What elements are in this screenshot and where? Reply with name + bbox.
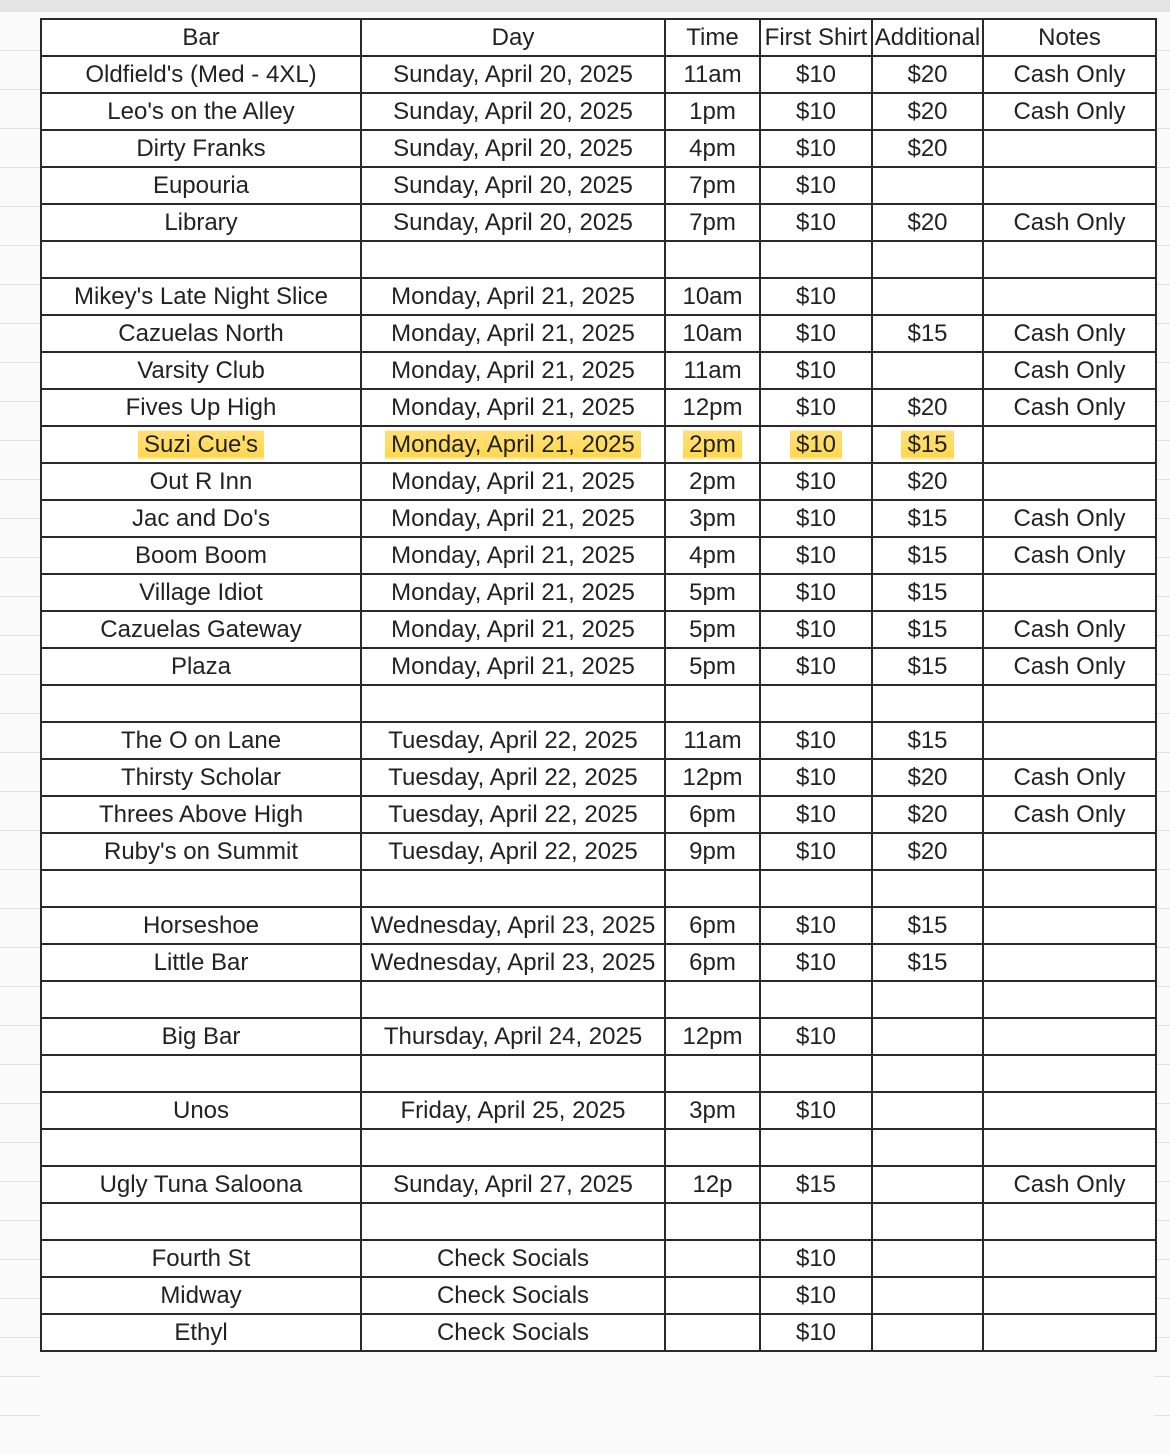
cell-first-shirt[interactable]	[760, 1129, 872, 1166]
header-additional: Additional	[872, 19, 983, 56]
table-row	[41, 833, 1156, 870]
cell-day[interactable]	[361, 1055, 665, 1092]
table-row	[41, 759, 1156, 796]
cell-day[interactable]: Monday, April 21, 2025	[361, 574, 665, 611]
cell-notes[interactable]: Cash Only	[983, 648, 1156, 685]
cell-additional[interactable]: $20	[872, 759, 983, 796]
cell-time[interactable]: 11am	[665, 722, 760, 759]
cell-day[interactable]: Sunday, April 20, 2025	[361, 167, 665, 204]
cell-bar[interactable]	[41, 870, 361, 907]
cell-notes[interactable]: Cash Only	[983, 1166, 1156, 1203]
cell-bar[interactable]: Jac and Do's	[41, 500, 361, 537]
cell-additional[interactable]: $20	[872, 56, 983, 93]
cell-notes[interactable]: Cash Only	[983, 352, 1156, 389]
cell-first-shirt[interactable]	[760, 1203, 872, 1240]
cell-notes[interactable]	[983, 1018, 1156, 1055]
cell-day[interactable]: Monday, April 21, 2025	[361, 537, 665, 574]
cell-day[interactable]	[361, 981, 665, 1018]
cell-time[interactable]	[665, 1240, 760, 1277]
cell-time[interactable]	[665, 870, 760, 907]
cell-notes[interactable]	[983, 463, 1156, 500]
table-row	[41, 1092, 1156, 1129]
cell-day[interactable]: Monday, April 21, 2025	[361, 278, 665, 315]
cell-day[interactable]	[361, 870, 665, 907]
cell-time[interactable]: 1pm	[665, 93, 760, 130]
cell-time[interactable]: 5pm	[665, 648, 760, 685]
cell-bar[interactable]: Library	[41, 204, 361, 241]
header-day: Day	[361, 19, 665, 56]
table-body	[41, 56, 1156, 1351]
cell-additional[interactable]	[872, 1203, 983, 1240]
cell-additional[interactable]: $15	[872, 500, 983, 537]
cell-notes[interactable]	[983, 574, 1156, 611]
cell-additional[interactable]	[872, 352, 983, 389]
cell-bar[interactable]: Oldfield's (Med - 4XL)	[41, 56, 361, 93]
cell-additional[interactable]: $20	[872, 833, 983, 870]
cell-day[interactable]: Sunday, April 20, 2025	[361, 130, 665, 167]
cell-additional[interactable]	[872, 1277, 983, 1314]
cell-time[interactable]: 3pm	[665, 500, 760, 537]
cell-first-shirt[interactable]: $10	[760, 722, 872, 759]
cell-bar[interactable]: Little Bar	[41, 944, 361, 981]
cell-bar[interactable]: The O on Lane	[41, 722, 361, 759]
cell-bar[interactable]: Ugly Tuna Saloona	[41, 1166, 361, 1203]
cell-additional[interactable]	[872, 1314, 983, 1351]
header-notes: Notes	[983, 19, 1156, 56]
cell-notes[interactable]	[983, 278, 1156, 315]
cell-notes[interactable]	[983, 426, 1156, 463]
cell-bar[interactable]: Midway	[41, 1277, 361, 1314]
cell-day[interactable]: Monday, April 21, 2025	[361, 463, 665, 500]
blank-row	[41, 241, 1156, 278]
table-row	[41, 315, 1156, 352]
cell-first-shirt[interactable]: $10	[760, 389, 872, 426]
cell-first-shirt[interactable]	[760, 241, 872, 278]
cell-additional[interactable]	[872, 981, 983, 1018]
cell-bar[interactable]	[41, 426, 361, 463]
cell-time[interactable]	[665, 685, 760, 722]
cell-day[interactable]	[361, 1129, 665, 1166]
table-row	[41, 944, 1156, 981]
cell-additional[interactable]	[872, 167, 983, 204]
cell-additional[interactable]: $15	[872, 315, 983, 352]
cell-first-shirt[interactable]: $10	[760, 1314, 872, 1351]
cell-first-shirt[interactable]	[760, 1055, 872, 1092]
cell-notes[interactable]	[983, 1240, 1156, 1277]
cell-time[interactable]: 9pm	[665, 833, 760, 870]
cell-additional[interactable]	[872, 1055, 983, 1092]
highlighted-text: Monday, April 21, 2025	[385, 427, 641, 462]
cell-bar[interactable]	[41, 1203, 361, 1240]
cell-additional[interactable]: $20	[872, 463, 983, 500]
cell-first-shirt[interactable]: $10	[760, 93, 872, 130]
table-row	[41, 722, 1156, 759]
cell-additional[interactable]: $15	[872, 648, 983, 685]
cell-additional[interactable]	[872, 685, 983, 722]
cell-notes[interactable]	[983, 981, 1156, 1018]
cell-first-shirt[interactable]: $10	[760, 648, 872, 685]
cell-day[interactable]: Monday, April 21, 2025	[361, 648, 665, 685]
cell-day[interactable]: Monday, April 21, 2025	[361, 315, 665, 352]
cell-time[interactable]: 12pm	[665, 759, 760, 796]
cell-time[interactable]	[665, 1055, 760, 1092]
cell-bar[interactable]: Out R Inn	[41, 463, 361, 500]
cell-time[interactable]: 6pm	[665, 796, 760, 833]
cell-notes[interactable]	[983, 1203, 1156, 1240]
cell-time[interactable]	[665, 1203, 760, 1240]
cell-notes[interactable]: Cash Only	[983, 611, 1156, 648]
cell-additional[interactable]: $20	[872, 130, 983, 167]
cell-first-shirt[interactable]: $10	[760, 611, 872, 648]
cell-first-shirt[interactable]: $10	[760, 1018, 872, 1055]
schedule-table	[40, 18, 1157, 1352]
cell-bar[interactable]	[41, 1129, 361, 1166]
blank-row	[41, 1055, 1156, 1092]
table-row	[41, 426, 1156, 463]
cell-additional[interactable]	[872, 1166, 983, 1203]
cell-additional[interactable]: $20	[872, 93, 983, 130]
cell-bar[interactable]: Cazuelas North	[41, 315, 361, 352]
cell-additional[interactable]: $15	[872, 944, 983, 981]
cell-additional[interactable]	[872, 1092, 983, 1129]
cell-first-shirt[interactable]: $10	[760, 833, 872, 870]
cell-bar[interactable]: Ruby's on Summit	[41, 833, 361, 870]
cell-additional[interactable]: $15	[872, 574, 983, 611]
cell-notes[interactable]: Cash Only	[983, 204, 1156, 241]
cell-bar[interactable]	[41, 1055, 361, 1092]
cell-bar[interactable]: Fourth St	[41, 1240, 361, 1277]
cell-day[interactable]: Sunday, April 20, 2025	[361, 56, 665, 93]
table-row	[41, 56, 1156, 93]
cell-bar[interactable]: Fives Up High	[41, 389, 361, 426]
cell-first-shirt[interactable]: $10	[760, 1277, 872, 1314]
cell-time[interactable]: 2pm	[665, 463, 760, 500]
highlighted-text: 2pm	[683, 427, 742, 462]
cell-day[interactable]: Check Socials	[361, 1277, 665, 1314]
cell-time[interactable]: 7pm	[665, 204, 760, 241]
cell-additional[interactable]	[872, 1240, 983, 1277]
cell-time[interactable]	[665, 981, 760, 1018]
cell-time[interactable]	[665, 1277, 760, 1314]
cell-time[interactable]: 11am	[665, 352, 760, 389]
cell-bar[interactable]: Threes Above High	[41, 796, 361, 833]
cell-day[interactable]: Check Socials	[361, 1240, 665, 1277]
cell-time[interactable]	[665, 426, 760, 463]
blank-row	[41, 1203, 1156, 1240]
cell-additional[interactable]	[872, 241, 983, 278]
highlighted-text: Suzi Cue's	[138, 427, 264, 462]
cell-bar[interactable]: Boom Boom	[41, 537, 361, 574]
cell-day[interactable]: Tuesday, April 22, 2025	[361, 722, 665, 759]
cell-notes[interactable]: Cash Only	[983, 389, 1156, 426]
cell-bar[interactable]: Leo's on the Alley	[41, 93, 361, 130]
cell-notes[interactable]	[983, 1314, 1156, 1351]
cell-notes[interactable]	[983, 1129, 1156, 1166]
table-row	[41, 463, 1156, 500]
cell-notes[interactable]: Cash Only	[983, 315, 1156, 352]
table-row	[41, 648, 1156, 685]
cell-notes[interactable]: Cash Only	[983, 759, 1156, 796]
cell-notes[interactable]	[983, 1092, 1156, 1129]
table-row	[41, 1166, 1156, 1203]
cell-time[interactable]: 5pm	[665, 611, 760, 648]
cell-time[interactable]: 10am	[665, 278, 760, 315]
table-row	[41, 1018, 1156, 1055]
cell-first-shirt[interactable]: $10	[760, 315, 872, 352]
table-row	[41, 278, 1156, 315]
cell-time[interactable]: 10am	[665, 315, 760, 352]
cell-notes[interactable]: Cash Only	[983, 796, 1156, 833]
table-row	[41, 352, 1156, 389]
table-row	[41, 167, 1156, 204]
cell-notes[interactable]: Cash Only	[983, 537, 1156, 574]
cell-bar[interactable]: Eupouria	[41, 167, 361, 204]
cell-notes[interactable]	[983, 685, 1156, 722]
cell-time[interactable]: 5pm	[665, 574, 760, 611]
cell-day[interactable]: Check Socials	[361, 1314, 665, 1351]
header-time: Time	[665, 19, 760, 56]
cell-time[interactable]: 12pm	[665, 389, 760, 426]
cell-time[interactable]: 4pm	[665, 130, 760, 167]
cell-notes[interactable]: Cash Only	[983, 56, 1156, 93]
highlighted-text: $15	[901, 427, 953, 462]
cell-bar[interactable]: Mikey's Late Night Slice	[41, 278, 361, 315]
cell-day[interactable]: Wednesday, April 23, 2025	[361, 907, 665, 944]
cell-bar[interactable]: Unos	[41, 1092, 361, 1129]
cell-day[interactable]	[361, 426, 665, 463]
cell-day[interactable]: Sunday, April 20, 2025	[361, 204, 665, 241]
cell-additional[interactable]	[872, 426, 983, 463]
cell-additional[interactable]	[872, 870, 983, 907]
cell-bar[interactable]: Thirsty Scholar	[41, 759, 361, 796]
cell-notes[interactable]: Cash Only	[983, 93, 1156, 130]
cell-day[interactable]	[361, 1203, 665, 1240]
cell-additional[interactable]	[872, 1018, 983, 1055]
table-row	[41, 500, 1156, 537]
table-row	[41, 93, 1156, 130]
left-gridlines	[0, 12, 40, 1432]
table-row	[41, 574, 1156, 611]
table-row	[41, 611, 1156, 648]
toolbar-edge	[0, 0, 1170, 12]
cell-first-shirt[interactable]: $10	[760, 537, 872, 574]
cell-bar[interactable]: Village Idiot	[41, 574, 361, 611]
header-row	[41, 19, 1156, 56]
blank-row	[41, 981, 1156, 1018]
cell-first-shirt[interactable]	[760, 685, 872, 722]
cell-notes[interactable]	[983, 1277, 1156, 1314]
cell-time[interactable]	[665, 1129, 760, 1166]
cell-first-shirt[interactable]: $10	[760, 1240, 872, 1277]
cell-day[interactable]: Monday, April 21, 2025	[361, 352, 665, 389]
blank-row	[41, 870, 1156, 907]
cell-first-shirt[interactable]	[760, 981, 872, 1018]
cell-first-shirt[interactable]: $10	[760, 574, 872, 611]
cell-additional[interactable]: $15	[872, 907, 983, 944]
cell-additional[interactable]: $20	[872, 389, 983, 426]
cell-day[interactable]: Tuesday, April 22, 2025	[361, 796, 665, 833]
cell-bar[interactable]: Plaza	[41, 648, 361, 685]
cell-bar[interactable]: Big Bar	[41, 1018, 361, 1055]
cell-first-shirt[interactable]: $10	[760, 204, 872, 241]
cell-day[interactable]	[361, 241, 665, 278]
cell-first-shirt[interactable]: $10	[760, 907, 872, 944]
cell-first-shirt[interactable]: $10	[760, 944, 872, 981]
cell-first-shirt[interactable]: $10	[760, 1092, 872, 1129]
cell-additional[interactable]: $15	[872, 722, 983, 759]
cell-time[interactable]	[665, 241, 760, 278]
table-row	[41, 1240, 1156, 1277]
cell-day[interactable]: Tuesday, April 22, 2025	[361, 759, 665, 796]
cell-first-shirt[interactable]	[760, 426, 872, 463]
blank-row	[41, 1129, 1156, 1166]
cell-day[interactable]: Monday, April 21, 2025	[361, 389, 665, 426]
cell-day[interactable]: Monday, April 21, 2025	[361, 611, 665, 648]
cell-additional[interactable]: $20	[872, 796, 983, 833]
header-bar: Bar	[41, 19, 361, 56]
cell-notes[interactable]	[983, 944, 1156, 981]
cell-first-shirt[interactable]: $10	[760, 796, 872, 833]
cell-day[interactable]: Sunday, April 20, 2025	[361, 93, 665, 130]
cell-additional[interactable]	[872, 1129, 983, 1166]
table-row	[41, 1314, 1156, 1351]
cell-time[interactable]: 12p	[665, 1166, 760, 1203]
blank-row	[41, 685, 1156, 722]
cell-first-shirt[interactable]: $10	[760, 130, 872, 167]
cell-additional[interactable]: $15	[872, 611, 983, 648]
cell-day[interactable]	[361, 685, 665, 722]
cell-time[interactable]: 3pm	[665, 1092, 760, 1129]
header-first-shirt: First Shirt	[760, 19, 872, 56]
cell-day[interactable]: Tuesday, April 22, 2025	[361, 833, 665, 870]
cell-time[interactable]: 11am	[665, 56, 760, 93]
table-row	[41, 796, 1156, 833]
cell-bar[interactable]: Dirty Franks	[41, 130, 361, 167]
cell-additional[interactable]: $20	[872, 204, 983, 241]
cell-time[interactable]: 6pm	[665, 944, 760, 981]
cell-bar[interactable]: Varsity Club	[41, 352, 361, 389]
table-row	[41, 130, 1156, 167]
cell-bar[interactable]	[41, 685, 361, 722]
cell-first-shirt[interactable]: $10	[760, 167, 872, 204]
cell-time[interactable]: 7pm	[665, 167, 760, 204]
cell-bar[interactable]: Ethyl	[41, 1314, 361, 1351]
cell-time[interactable]: 4pm	[665, 537, 760, 574]
cell-bar[interactable]: Cazuelas Gateway	[41, 611, 361, 648]
cell-first-shirt[interactable]: $10	[760, 463, 872, 500]
cell-additional[interactable]	[872, 278, 983, 315]
highlighted-text: $10	[790, 427, 842, 462]
cell-first-shirt[interactable]: $10	[760, 352, 872, 389]
cell-notes[interactable]	[983, 870, 1156, 907]
cell-first-shirt[interactable]: $10	[760, 56, 872, 93]
cell-first-shirt[interactable]: $10	[760, 278, 872, 315]
cell-notes[interactable]	[983, 907, 1156, 944]
cell-bar[interactable]	[41, 981, 361, 1018]
table-row	[41, 1277, 1156, 1314]
cell-notes[interactable]	[983, 833, 1156, 870]
cell-notes[interactable]	[983, 1055, 1156, 1092]
cell-notes[interactable]: Cash Only	[983, 500, 1156, 537]
cell-day[interactable]: Sunday, April 27, 2025	[361, 1166, 665, 1203]
cell-additional[interactable]: $15	[872, 537, 983, 574]
cell-bar[interactable]	[41, 241, 361, 278]
cell-day[interactable]: Wednesday, April 23, 2025	[361, 944, 665, 981]
cell-first-shirt[interactable]	[760, 870, 872, 907]
cell-time[interactable]: 12pm	[665, 1018, 760, 1055]
cell-time[interactable]	[665, 1314, 760, 1351]
cell-bar[interactable]: Horseshoe	[41, 907, 361, 944]
table-row	[41, 204, 1156, 241]
cell-day[interactable]: Thursday, April 24, 2025	[361, 1018, 665, 1055]
cell-notes[interactable]	[983, 130, 1156, 167]
cell-day[interactable]: Monday, April 21, 2025	[361, 500, 665, 537]
cell-first-shirt[interactable]: $10	[760, 759, 872, 796]
cell-first-shirt[interactable]: $15	[760, 1166, 872, 1203]
cell-notes[interactable]	[983, 722, 1156, 759]
cell-notes[interactable]	[983, 167, 1156, 204]
table-row	[41, 907, 1156, 944]
cell-time[interactable]: 6pm	[665, 907, 760, 944]
cell-first-shirt[interactable]: $10	[760, 500, 872, 537]
cell-notes[interactable]	[983, 241, 1156, 278]
table-row	[41, 389, 1156, 426]
table-row	[41, 537, 1156, 574]
cell-day[interactable]: Friday, April 25, 2025	[361, 1092, 665, 1129]
